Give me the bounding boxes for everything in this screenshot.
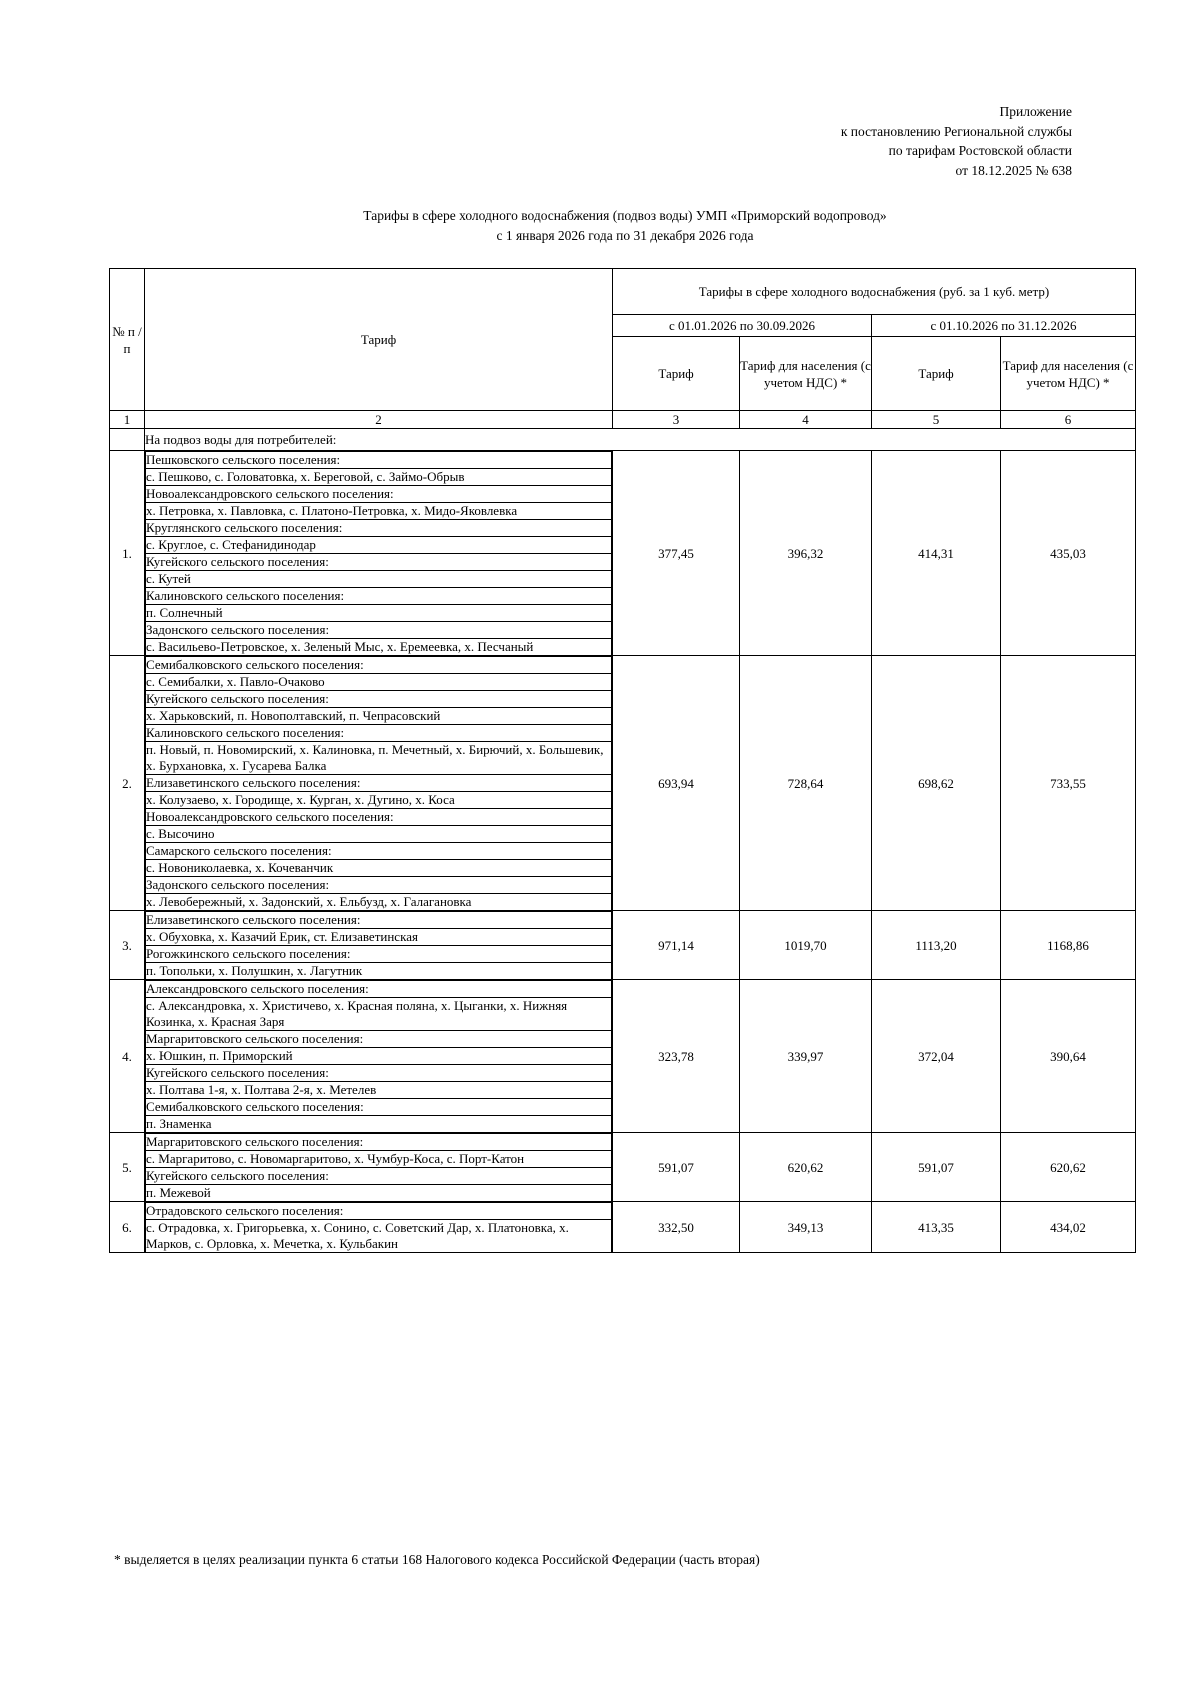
tariff-value-period-1: 693,94 <box>613 656 740 911</box>
locality-list: с. Маргаритово, с. Новомаргаритово, х. Чумбур-Коса, с. Порт-Катон <box>146 1151 612 1168</box>
tariff-value-period-2: 1113,20 <box>872 911 1001 980</box>
settlement-name: Задонского сельского поселения: <box>146 877 612 894</box>
tariff-table-body <box>110 269 1136 1253</box>
row-number: 5. <box>110 1133 145 1202</box>
header-line: к постановлению Региональной службы <box>840 123 1072 139</box>
tariff-value-period-1: 591,07 <box>613 1133 740 1202</box>
locality-list: х. Обуховка, х. Казачий Ерик, ст. Елизаветинская <box>146 929 612 946</box>
tariff-value-period-2: 414,31 <box>872 451 1001 656</box>
table-row <box>110 1133 1136 1202</box>
row-number: 2. <box>110 656 145 911</box>
settlement-name: Кугейского сельского поселения: <box>146 691 612 708</box>
population-value-period-2: 1168,86 <box>1001 911 1136 980</box>
tariff-value-period-2: 591,07 <box>872 1133 1001 1202</box>
row-description <box>145 656 613 911</box>
settlement-name: Семибалковского сельского поселения: <box>146 1099 612 1116</box>
settlement-name: Самарского сельского поселения: <box>146 843 612 860</box>
population-value-period-1: 620,62 <box>740 1133 872 1202</box>
document-title <box>0 206 1200 245</box>
settlement-name: Новоалександровского сельского поселения: <box>146 486 612 503</box>
header-line: по тарифам Ростовской области <box>888 143 1072 158</box>
header-group-title: Тарифы в сфере холодного водоснабжения (руб. за 1 куб. метр) <box>613 269 1136 315</box>
locality-list: с. Отрадовка, х. Григорьевка, х. Сонино, с. Советский Дар, х. Платоновка, х. Марков, с. Орловка, х. Мечетка, х. Кульбакин <box>146 1220 612 1253</box>
settlement-name: Задонского сельского поселения: <box>146 622 612 639</box>
locality-list: х. Харьковский, п. Новополтавский, п. Чепрасовский <box>146 708 612 725</box>
population-value-period-2: 435,03 <box>1001 451 1136 656</box>
locality-list: х. Левобережный, х. Задонский, х. Ельбузд, х. Галагановка <box>146 894 612 911</box>
locality-list: с. Пешково, с. Головатовка, х. Береговой, с. Займо-Обрыв <box>146 469 612 486</box>
title-line-1: Тарифы в сфере холодного водоснабжения (подвоз воды) УМП «Приморский водопровод» <box>363 208 887 223</box>
population-value-period-2: 733,55 <box>1001 656 1136 911</box>
locality-list: х. Петровка, х. Павловка, с. Платоно-Петровка, х. Мидо-Яковлевка <box>146 503 612 520</box>
locality-list: с. Новониколаевка, х. Кочеванчик <box>146 860 612 877</box>
locality-list: п. Топольки, х. Полушкин, х. Лагутник <box>146 963 612 980</box>
population-value-period-2: 620,62 <box>1001 1133 1136 1202</box>
table-row <box>110 451 1136 656</box>
header-population-2: Тариф для населения (с учетом НДС) * <box>1001 337 1136 411</box>
locality-list: с. Александровка, х. Христичево, х. Красная поляна, х. Цыганки, х. Нижняя Козинка, х. Красная Заря <box>146 998 612 1031</box>
population-value-period-2: 434,02 <box>1001 1202 1136 1253</box>
settlement-name: Кугейского сельского поселения: <box>146 1065 612 1082</box>
row-number: 4. <box>110 980 145 1133</box>
header-line: от 18.12.2025 № 638 <box>955 162 1072 178</box>
settlement-name: Калиновского сельского поселения: <box>146 588 612 605</box>
header-col-tariff: Тариф <box>145 269 613 411</box>
table-row <box>110 980 1136 1133</box>
col-index: 4 <box>740 411 872 429</box>
locality-list: п. Знаменка <box>146 1116 612 1133</box>
settlement-name: Отрадовского сельского поселения: <box>146 1203 612 1220</box>
row-description <box>145 451 613 656</box>
row-number: 3. <box>110 911 145 980</box>
col-index: 1 <box>110 411 145 429</box>
population-value-period-1: 396,32 <box>740 451 872 656</box>
locality-list: п. Межевой <box>146 1185 612 1202</box>
settlement-name: Кугейского сельского поселения: <box>146 1168 612 1185</box>
header-tariff-2: Тариф <box>872 337 1001 411</box>
document-header <box>672 102 1072 180</box>
footnote: * выделяется в целях реализации пункта 6 статьи 168 Налогового кодекса Российской Федерации (часть вторая) <box>114 1552 760 1567</box>
header-col-number: № п /п <box>110 269 145 411</box>
population-value-period-2: 390,64 <box>1001 980 1136 1133</box>
tariff-value-period-1: 323,78 <box>613 980 740 1133</box>
table-row <box>110 656 1136 911</box>
tariff-value-period-2: 413,35 <box>872 1202 1001 1253</box>
locality-list: с. Круглое, с. Стефанидинодар <box>146 537 612 554</box>
settlement-name: Александровского сельского поселения: <box>146 981 612 998</box>
group-label-spacer <box>110 429 145 451</box>
row-description <box>145 1133 613 1202</box>
locality-list: с. Кутей <box>146 571 612 588</box>
tariff-table <box>109 268 1136 1253</box>
locality-list: с. Высочино <box>146 826 612 843</box>
locality-list: п. Солнечный <box>146 605 612 622</box>
header-period-2: с 01.10.2026 по 31.12.2026 <box>872 315 1136 337</box>
settlement-name: Рогожкинского сельского поселения: <box>146 946 612 963</box>
tariff-value-period-1: 332,50 <box>613 1202 740 1253</box>
group-label: На подвоз воды для потребителей: <box>145 429 1136 451</box>
row-number: 6. <box>110 1202 145 1253</box>
header-period-1: с 01.01.2026 по 30.09.2026 <box>613 315 872 337</box>
locality-list: п. Новый, п. Новомирский, х. Калиновка, п. Мечетный, х. Бирючий, х. Большевик, х. Бурхановка, х. Гусарева Балка <box>146 742 612 775</box>
settlement-name: Новоалександровского сельского поселения: <box>146 809 612 826</box>
settlement-name: Елизаветинского сельского поселения: <box>146 775 612 792</box>
population-value-period-1: 339,97 <box>740 980 872 1133</box>
settlement-name: Круглянского сельского поселения: <box>146 520 612 537</box>
settlement-name: Калиновского сельского поселения: <box>146 725 612 742</box>
col-index: 6 <box>1001 411 1136 429</box>
settlement-name: Семибалковского сельского поселения: <box>146 657 612 674</box>
settlement-name: Маргаритовского сельского поселения: <box>146 1134 612 1151</box>
table-row <box>110 911 1136 980</box>
row-number: 1. <box>110 451 145 656</box>
row-description <box>145 980 613 1133</box>
locality-list: с. Семибалки, х. Павло-Очаково <box>146 674 612 691</box>
locality-list: х. Колузаево, х. Городище, х. Курган, х. Дугино, х. Коса <box>146 792 612 809</box>
population-value-period-1: 349,13 <box>740 1202 872 1253</box>
settlement-name: Маргаритовского сельского поселения: <box>146 1031 612 1048</box>
population-value-period-1: 728,64 <box>740 656 872 911</box>
table-row <box>110 1202 1136 1253</box>
locality-list: с. Васильево-Петровское, х. Зеленый Мыс, х. Еремеевка, х. Песчаный <box>146 639 612 656</box>
settlement-name: Елизаветинского сельского поселения: <box>146 912 612 929</box>
col-index: 5 <box>872 411 1001 429</box>
settlement-name: Пешковского сельского поселения: <box>146 452 612 469</box>
row-description <box>145 911 613 980</box>
row-description <box>145 1202 613 1253</box>
col-index: 2 <box>145 411 613 429</box>
col-index: 3 <box>613 411 740 429</box>
locality-list: х. Полтава 1-я, х. Полтава 2-я, х. Метелев <box>146 1082 612 1099</box>
tariff-value-period-1: 971,14 <box>613 911 740 980</box>
header-population-1: Тариф для населения (с учетом НДС) * <box>740 337 872 411</box>
tariff-value-period-1: 377,45 <box>613 451 740 656</box>
tariff-value-period-2: 698,62 <box>872 656 1001 911</box>
tariff-value-period-2: 372,04 <box>872 980 1001 1133</box>
settlement-name: Кугейского сельского поселения: <box>146 554 612 571</box>
locality-list: х. Юшкин, п. Приморский <box>146 1048 612 1065</box>
title-line-2: с 1 января 2026 года по 31 декабря 2026 года <box>496 227 754 243</box>
header-tariff-1: Тариф <box>613 337 740 411</box>
header-line: Приложение <box>999 104 1072 119</box>
population-value-period-1: 1019,70 <box>740 911 872 980</box>
